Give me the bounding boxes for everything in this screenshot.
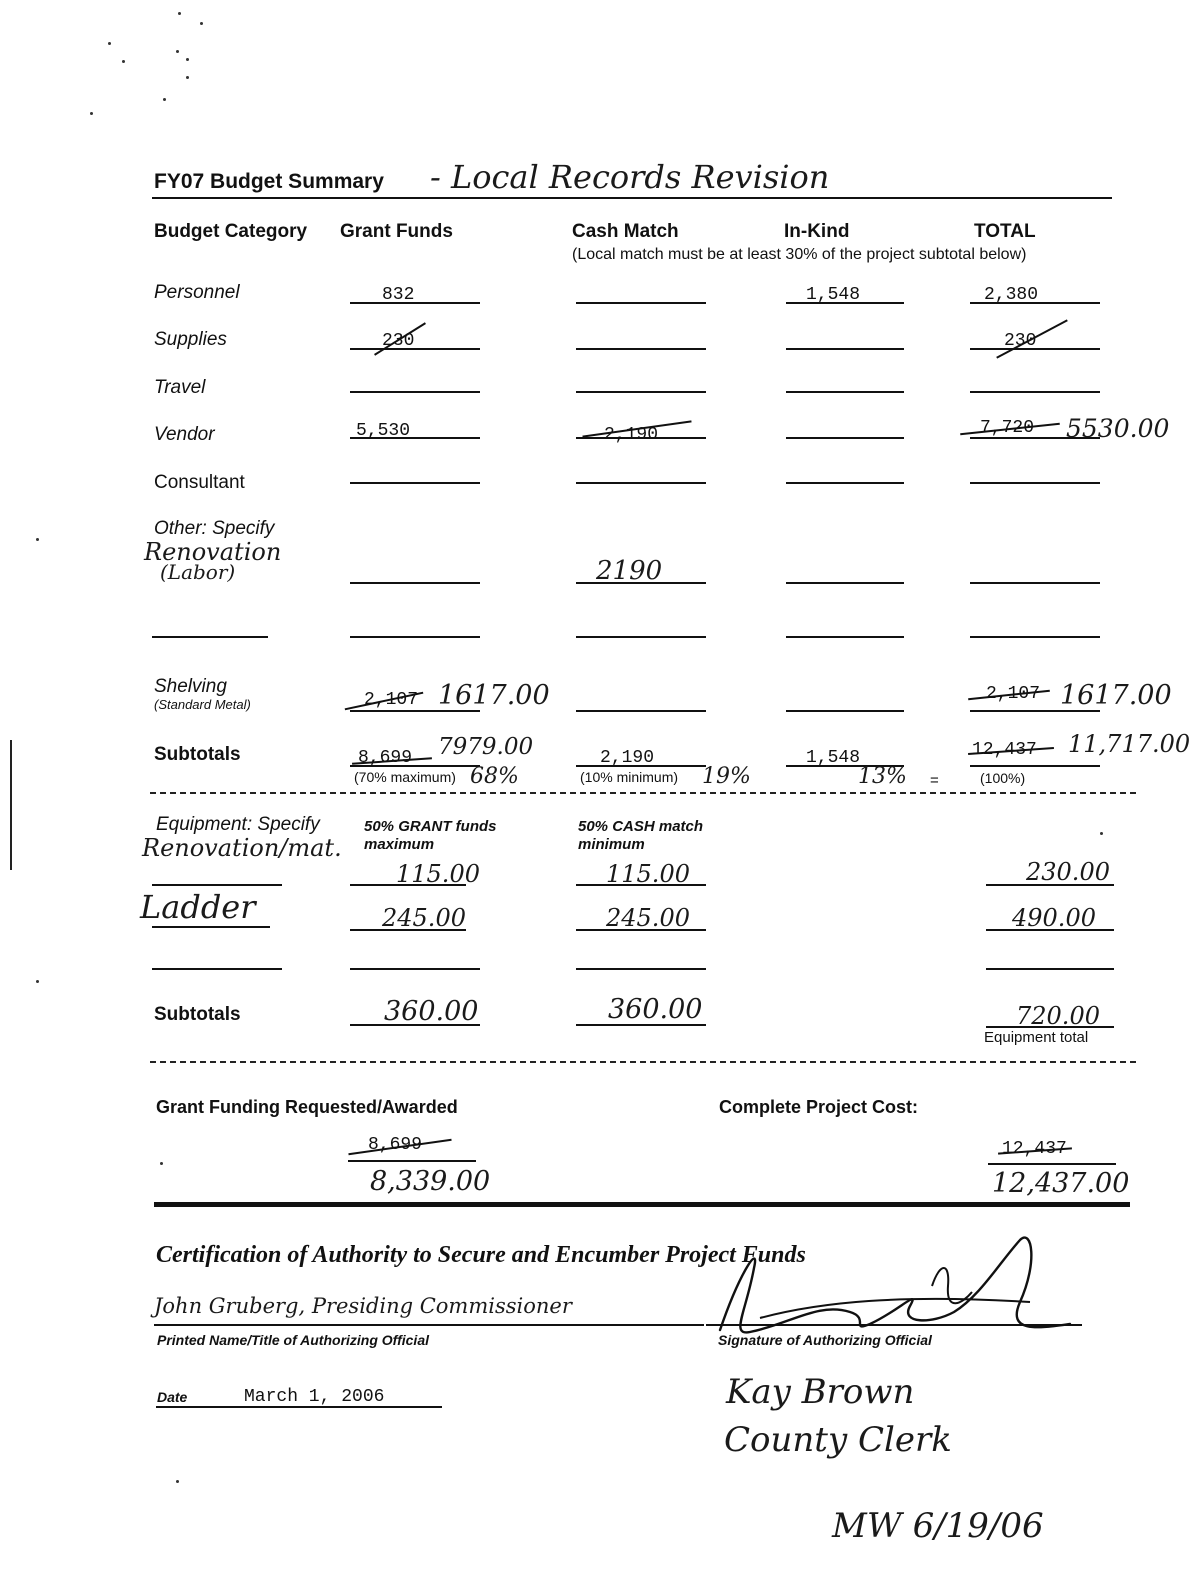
header-in-kind: In-Kind	[784, 221, 850, 242]
equipment-item-name: Ladder	[140, 888, 256, 926]
equipment-subtotal-grant: 360.00	[384, 996, 479, 1027]
subtotal-equals: =	[930, 772, 939, 789]
scan-speck	[178, 12, 181, 15]
scan-speck	[108, 42, 111, 45]
shelving-cash-line	[576, 710, 706, 712]
equipment-blank-grant-line	[350, 968, 480, 970]
personnel-grant-value: 832	[382, 285, 415, 305]
shelving-grant-line	[350, 710, 480, 712]
personnel-grant-line	[350, 302, 480, 304]
other-cash-line	[576, 582, 706, 584]
equipment-item-grant-line	[350, 929, 466, 931]
scan-speck	[186, 58, 189, 61]
equipment-item-cash: 245.00	[606, 904, 690, 932]
equipment-label: Equipment: Specify	[156, 814, 320, 835]
initials-date-handwritten: MW 6/19/06	[832, 1506, 1044, 1546]
equipment-item-cash-line	[576, 929, 706, 931]
grant-funding-requested-old: 8,699	[368, 1135, 423, 1155]
row-label-shelving: Shelving	[154, 676, 227, 697]
equipment-item-total: 490.00	[1012, 904, 1096, 932]
equipment-item-grant: 245.00	[382, 904, 466, 932]
scan-speck	[160, 1162, 163, 1165]
subtotal-inkind-percent: 13%	[858, 764, 907, 789]
form-title-handwritten: - Local Records Revision	[430, 158, 830, 196]
shelving-grant-handwritten: 1617.00	[438, 680, 550, 711]
equipment-subtotal-grant-line	[350, 1024, 480, 1026]
subtotal-grant-line	[350, 765, 480, 767]
blank-inkind-line	[786, 636, 904, 638]
vendor-total-value: 7,720	[980, 418, 1035, 438]
date-line	[156, 1406, 442, 1408]
other-handwritten-label: Renovation	[144, 538, 282, 566]
shelving-total-value: 2,107	[986, 684, 1041, 704]
date-label: Date	[157, 1389, 188, 1405]
complete-project-cost-label: Complete Project Cost:	[719, 1097, 919, 1117]
subtotal-cash-value: 2,190	[600, 748, 655, 768]
scan-speck	[36, 538, 39, 541]
supplies-grant-value: 230	[382, 331, 415, 351]
signature-line	[706, 1324, 1082, 1326]
complete-project-cost-line	[988, 1163, 1116, 1165]
vendor-inkind-line	[786, 437, 904, 439]
supplies-cash-line	[576, 348, 706, 350]
equipment-item-grant: 115.00	[396, 860, 480, 888]
equipment-subtotals-label: Subtotals	[154, 1004, 241, 1025]
scan-speck	[90, 112, 93, 115]
travel-cash-line	[576, 391, 706, 393]
subtotal-grant-value: 8,699	[358, 748, 413, 768]
certification-title: Certification of Authority to Secure and Encumber Project Funds	[156, 1242, 806, 1268]
complete-project-cost-old: 12,437	[1002, 1139, 1067, 1159]
header-local-match-note: (Local match must be at least 30% of the project subtotal below)	[572, 246, 1027, 263]
equipment-grant-header-sub: maximum	[364, 836, 435, 853]
shelving-inkind-line	[786, 710, 904, 712]
other-grant-line	[350, 582, 480, 584]
equipment-cash-header: 50% CASH match	[578, 818, 704, 835]
row-label-consultant: Consultant	[154, 472, 245, 493]
equipment-item-name: Renovation/mat.	[142, 834, 342, 862]
grant-funding-requested-line	[348, 1160, 476, 1162]
equipment-item-name-line	[152, 884, 282, 886]
scan-speck	[176, 50, 179, 53]
personnel-cash-line	[576, 302, 706, 304]
blank-grant-line	[350, 636, 480, 638]
other-total-line	[970, 582, 1100, 584]
header-budget-category: Budget Category	[154, 221, 308, 242]
equipment-blank-cash-line	[576, 968, 706, 970]
header-cash-match: Cash Match	[572, 221, 679, 242]
row-label-other: Other: Specify	[154, 518, 275, 539]
subtotal-cash-percent: 19%	[702, 764, 751, 789]
other-cash-handwritten: 2190	[596, 556, 663, 586]
subtotal-total-value: 12,437	[972, 740, 1037, 760]
scan-speck	[122, 60, 125, 63]
equipment-item-grant-line	[350, 884, 466, 886]
vendor-cash-value: 2,190	[604, 425, 659, 445]
equipment-item-total: 230.00	[1026, 858, 1110, 886]
certification-rule	[154, 1202, 1130, 1207]
equipment-grant-header: 50% GRANT funds	[364, 818, 497, 835]
equipment-blank-total-line	[986, 968, 1114, 970]
travel-total-line	[970, 391, 1100, 393]
equipment-blank-name-line	[152, 968, 282, 970]
equipment-subtotal-total: 720.00	[1016, 1002, 1100, 1030]
scan-speck	[176, 1480, 179, 1483]
scan-edge-mark	[10, 740, 12, 870]
other-inkind-line	[786, 582, 904, 584]
complete-project-cost-new: 12,437.00	[992, 1168, 1130, 1199]
grant-funding-requested-new: 8,339.00	[370, 1166, 491, 1197]
scan-speck	[186, 76, 189, 79]
personnel-inkind-line	[786, 302, 904, 304]
blank-cash-line	[576, 636, 706, 638]
printed-name-caption: Printed Name/Title of Authorizing Official	[157, 1332, 429, 1348]
shelving-total-line	[970, 710, 1100, 712]
row-sublabel-shelving: (Standard Metal)	[154, 697, 251, 712]
subtotal-grant-percent: 68%	[470, 764, 519, 789]
equipment-subtotal-cash-line	[576, 1024, 706, 1026]
consultant-grant-line	[350, 482, 480, 484]
equipment-item-total-line	[986, 884, 1114, 886]
personnel-inkind-value: 1,548	[806, 285, 861, 305]
subtotal-grant-note: (70% maximum)	[354, 769, 456, 785]
scan-speck	[1100, 832, 1103, 835]
travel-inkind-line	[786, 391, 904, 393]
subtotal-total-line	[970, 765, 1100, 767]
scan-speck	[200, 22, 203, 25]
vendor-grant-line	[350, 437, 480, 439]
consultant-total-line	[970, 482, 1100, 484]
form-title: FY07 Budget Summary	[154, 170, 384, 193]
scan-speck	[163, 98, 166, 101]
clerk-title-handwritten: County Clerk	[724, 1420, 952, 1460]
personnel-total-line	[970, 302, 1100, 304]
header-total: TOTAL	[974, 221, 1036, 242]
equipment-subtotal-total-line	[986, 1026, 1114, 1028]
vendor-total-line	[970, 437, 1100, 439]
row-label-supplies: Supplies	[154, 329, 227, 350]
subtotal-inkind-value: 1,548	[806, 748, 861, 768]
equipment-item-cash-line	[576, 884, 706, 886]
consultant-cash-line	[576, 482, 706, 484]
blank-total-line	[970, 636, 1100, 638]
date-value: March 1, 2006	[244, 1387, 385, 1407]
blank-category-line	[152, 636, 268, 638]
supplies-inkind-line	[786, 348, 904, 350]
printed-name-handwritten: John Gruberg, Presiding Commissioner	[154, 1294, 572, 1318]
equipment-subtotal-cash: 360.00	[608, 994, 703, 1025]
subtotal-grant-handwritten: 7979.00	[438, 734, 534, 760]
row-label-travel: Travel	[154, 377, 206, 398]
other-handwritten-sublabel: (Labor)	[160, 560, 236, 584]
scan-speck	[36, 980, 39, 983]
row-label-personnel: Personnel	[154, 282, 240, 303]
equipment-item-cash: 115.00	[606, 860, 690, 888]
supplies-total-value: 230	[1004, 331, 1037, 351]
header-grant-funds: Grant Funds	[340, 221, 453, 242]
title-underline	[152, 197, 1112, 199]
vendor-grant-value: 5,530	[356, 421, 411, 441]
equipment-cash-header-sub: minimum	[578, 836, 645, 853]
vendor-total-handwritten: 5530.00	[1066, 414, 1170, 443]
shelving-grant-value: 2,107	[364, 690, 419, 710]
equipment-item-name-line	[152, 926, 270, 928]
equipment-item-total-line	[986, 929, 1114, 931]
row-label-vendor: Vendor	[154, 424, 215, 445]
grant-funding-requested-label: Grant Funding Requested/Awarded	[156, 1097, 458, 1117]
personnel-total-value: 2,380	[984, 285, 1039, 305]
section-divider	[150, 792, 1136, 794]
clerk-name-handwritten: Kay Brown	[726, 1372, 915, 1412]
shelving-total-handwritten: 1617.00	[1060, 680, 1172, 711]
consultant-inkind-line	[786, 482, 904, 484]
subtotal-total-note: (100%)	[980, 770, 1026, 786]
supplies-total-line	[970, 348, 1100, 350]
printed-name-line	[154, 1324, 704, 1326]
subtotals-label: Subtotals	[154, 744, 241, 765]
travel-grant-line	[350, 391, 480, 393]
signature-caption: Signature of Authorizing Official	[718, 1332, 932, 1348]
section-divider	[150, 1061, 1136, 1063]
subtotal-total-handwritten: 11,717.00	[1068, 730, 1191, 758]
supplies-grant-line	[350, 348, 480, 350]
vendor-cash-line	[576, 437, 706, 439]
subtotal-cash-note: (10% minimum)	[580, 769, 679, 785]
subtotal-cash-line	[576, 765, 706, 767]
equipment-total-caption: Equipment total	[984, 1029, 1089, 1046]
